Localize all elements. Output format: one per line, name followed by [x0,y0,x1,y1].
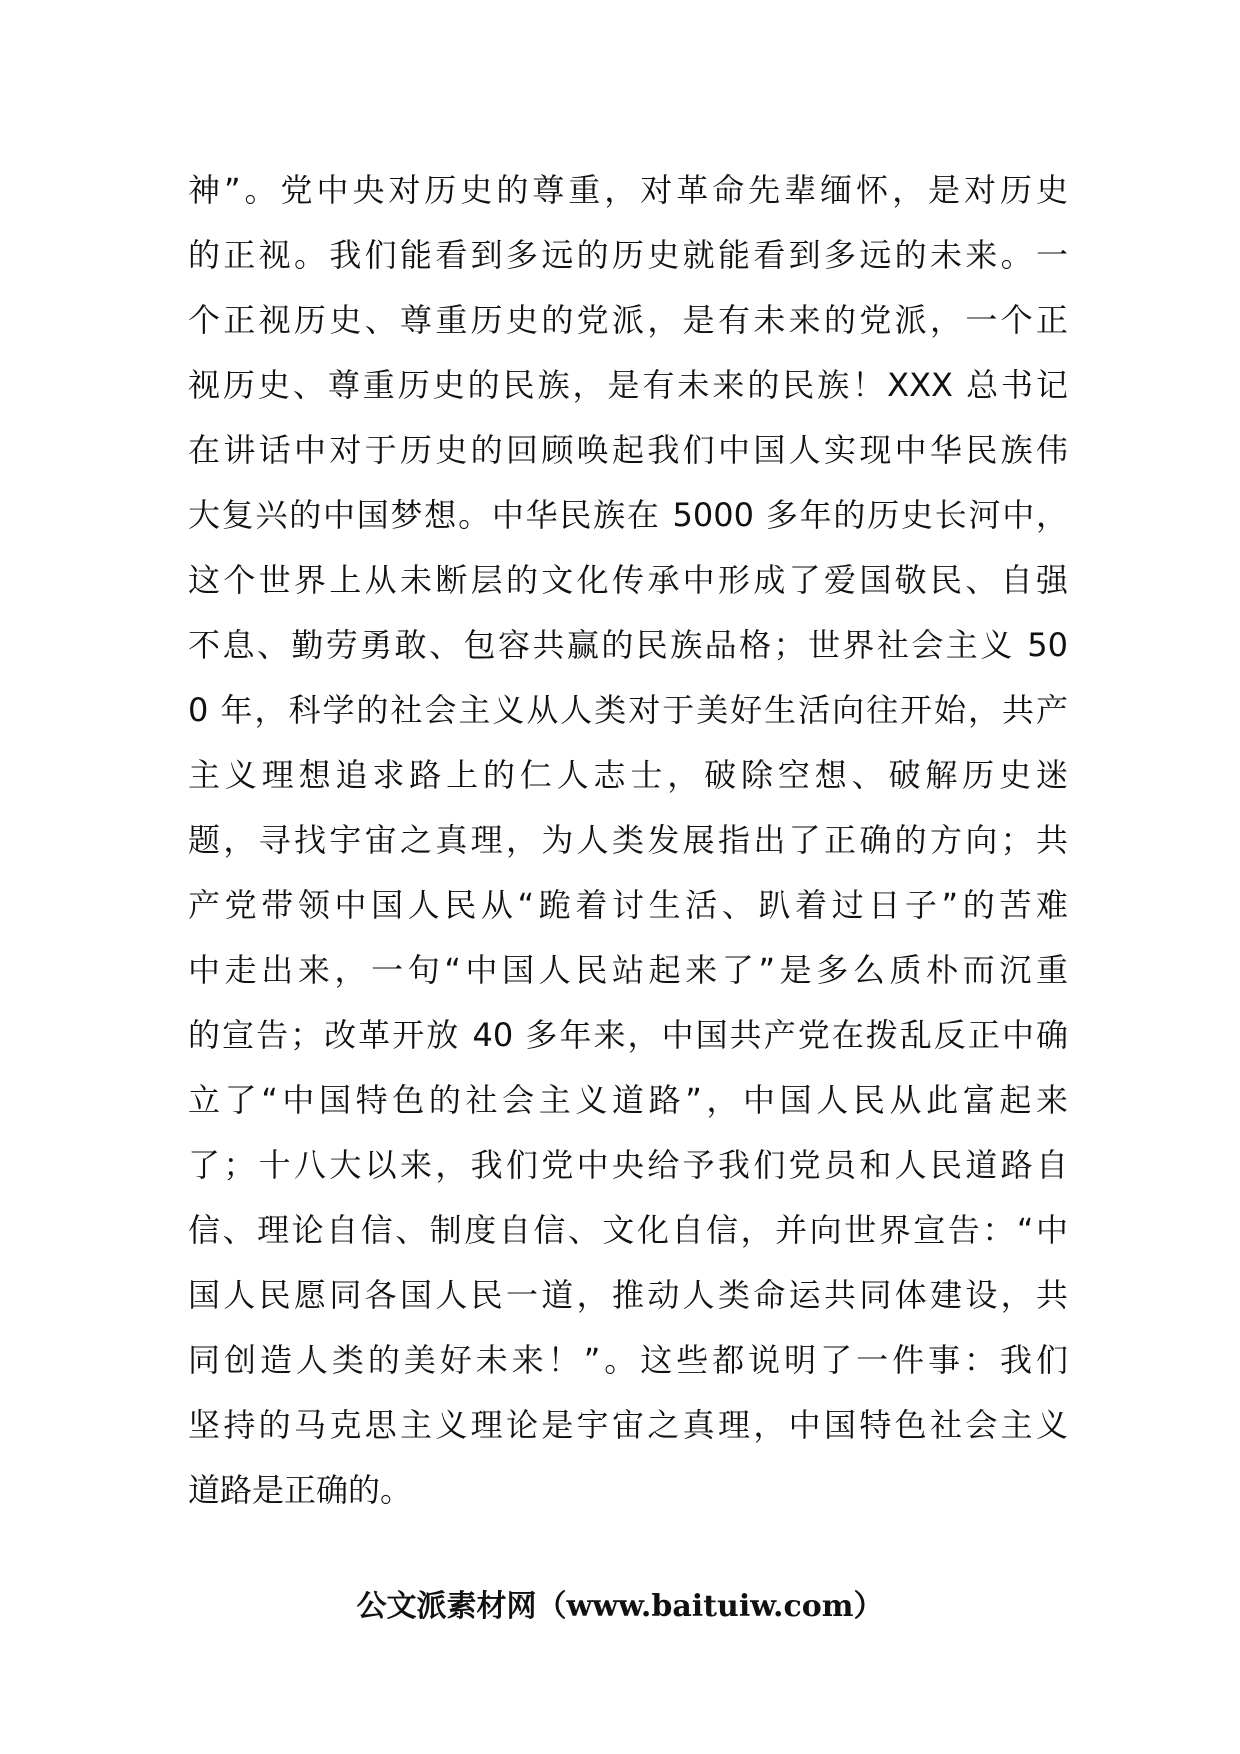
body-line: 了；十八大以来，我们党中央给予我们党员和人民道路自 [188,1146,1068,1184]
body-line: 题，寻找宇宙之真理，为人类发展指出了正确的方向；共 [188,821,1068,859]
body-line: 国人民愿同各国人民一道，推动人类命运共同体建设，共 [188,1276,1068,1314]
body-line: 个正视历史、尊重历史的党派，是有未来的党派，一个正 [188,301,1068,339]
body-line: 立了“中国特色的社会主义道路”，中国人民从此富起来 [188,1081,1068,1119]
body-line: 主义理想追求路上的仁人志士，破除空想、破解历史迷 [188,756,1068,794]
body-line: 视历史、尊重历史的民族，是有未来的民族！XXX 总书记 [188,366,1068,404]
body-line: 的正视。我们能看到多远的历史就能看到多远的未来。一 [188,236,1068,274]
body-line: 信、理论自信、制度自信、文化自信，并向世界宣告：“中 [188,1211,1068,1249]
body-line: 坚持的马克思主义理论是宇宙之真理，中国特色社会主义 [188,1406,1068,1444]
body-line: 不息、勤劳勇敢、包容共赢的民族品格；世界社会主义 50 [188,626,1068,664]
body-line: 大复兴的中国梦想。中华民族在 5000 多年的历史长河中， [188,496,1068,534]
body-line: 0 年，科学的社会主义从人类对于美好生活向往开始，共产 [188,691,1068,729]
body-line-last: 道路是正确的。 [188,1471,413,1509]
body-line: 这个世界上从未断层的文化传承中形成了爱国敬民、自强 [188,561,1068,599]
body-line: 中走出来，一句“中国人民站起来了”是多么质朴而沉重 [188,951,1068,989]
document-body [188,158,1068,1523]
body-line: 的宣告；改革开放 40 多年来，中国共产党在拨乱反正中确 [188,1016,1068,1054]
body-line: 同创造人类的美好未来！”。这些都说明了一件事：我们 [188,1341,1068,1379]
body-line: 在讲话中对于历史的回顾唤起我们中国人实现中华民族伟 [188,431,1068,469]
body-line: 产党带领中国人民从“跪着讨生活、趴着过日子”的苦难 [188,886,1068,924]
body-line: 神”。党中央对历史的尊重，对革命先辈缅怀，是对历史 [188,171,1068,209]
footer-watermark: 公文派素材网（www.baituiw.com） [356,1589,884,1624]
